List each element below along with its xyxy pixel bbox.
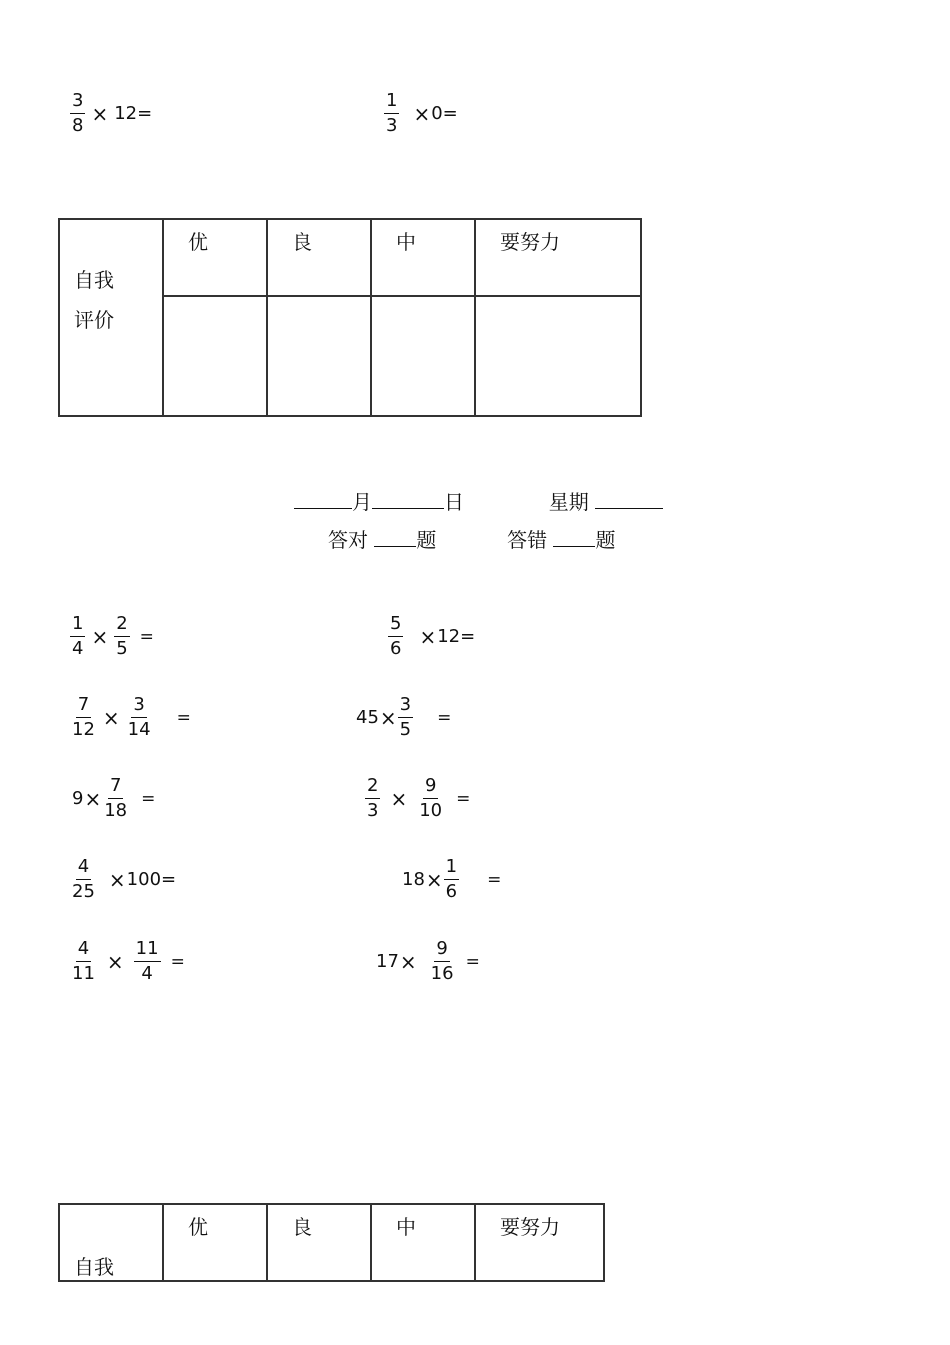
times-sign: × <box>102 705 120 730</box>
level-fair-header: 中 <box>371 219 475 296</box>
problem-r1-right <box>388 615 475 658</box>
denominator: 3 <box>386 115 398 136</box>
level-fair-cell[interactable] <box>371 296 475 416</box>
fraction: $\frac{9}{10}$ <box>419 775 443 821</box>
level-excellent-header: 优 <box>163 219 267 296</box>
fraction: $\frac{4}{25}$ <box>72 856 95 902</box>
times-sign: × <box>413 101 431 126</box>
problem-r3-right <box>365 777 470 820</box>
fraction: $\frac{2}{5}$ <box>116 613 128 659</box>
denominator: 8 <box>72 115 84 136</box>
month-blank[interactable] <box>294 490 352 509</box>
fraction: $\frac{3}{14}$ <box>127 694 151 740</box>
times-sign: × <box>106 949 124 974</box>
equals-sign: = <box>170 951 185 972</box>
problem-r4-left <box>70 858 176 901</box>
times-sign: × <box>91 624 109 649</box>
times-sign: × <box>379 705 397 730</box>
level-good-header: 良 <box>267 1204 371 1281</box>
times-sign: × <box>91 101 109 126</box>
fraction: $\frac{4}{11}$ <box>72 938 95 984</box>
times-sign: × <box>390 786 408 811</box>
equals-sign: = <box>465 951 480 972</box>
day-blank[interactable] <box>372 490 444 509</box>
label-line-1: 自我 <box>74 268 114 292</box>
fraction: $\frac{9}{16}$ <box>430 938 454 984</box>
self-evaluation-label <box>59 219 163 416</box>
level-excellent-header: 优 <box>163 1204 267 1281</box>
operand: 100= <box>126 869 177 890</box>
operand: 12= <box>114 103 153 124</box>
problem-r3-left <box>72 777 155 820</box>
problem-r2-left <box>70 696 191 739</box>
score-line <box>328 524 615 553</box>
label-line-1: 自我 <box>74 1255 114 1279</box>
fraction <box>70 92 85 135</box>
problem-r2-right <box>356 696 451 739</box>
fraction: $\frac{7}{18}$ <box>104 775 128 821</box>
weekday-label: 星期 <box>548 490 589 514</box>
times-sign: × <box>108 867 126 892</box>
whole-number: 45 <box>356 707 379 728</box>
problem-r5-left <box>70 940 185 983</box>
numerator: 3 <box>70 92 85 114</box>
question-unit: 题 <box>595 528 616 552</box>
level-excellent-cell[interactable] <box>163 296 267 416</box>
problem-top-right <box>384 92 458 135</box>
times-sign: × <box>399 949 417 974</box>
fraction: $\frac{3}{5}$ <box>399 694 412 740</box>
fraction: $\frac{1}{6}$ <box>445 856 458 902</box>
fraction: $\frac{1}{4}$ <box>72 613 84 659</box>
equals-sign: = <box>176 707 191 728</box>
operand: 12= <box>437 626 476 647</box>
problem-top-left <box>70 92 152 135</box>
self-evaluation-label <box>59 1204 163 1281</box>
self-evaluation-table-2 <box>58 1203 605 1282</box>
equals-sign: = <box>487 869 502 890</box>
times-sign: × <box>425 867 443 892</box>
whole-number: 9 <box>72 788 84 809</box>
operand: 0= <box>431 103 458 124</box>
date-line <box>294 486 663 515</box>
level-needs-effort-header: 要努力 <box>475 219 641 296</box>
correct-label: 答对 <box>328 528 368 552</box>
equals-sign: = <box>141 788 156 809</box>
problem-r4-right <box>402 858 501 901</box>
fraction: $\frac{2}{3}$ <box>367 775 379 821</box>
fraction: $\frac{7}{12}$ <box>72 694 95 740</box>
equals-sign: = <box>456 788 471 809</box>
wrong-label: 答错 <box>507 528 548 552</box>
self-evaluation-table <box>58 218 642 417</box>
problem-r1-left <box>70 615 154 658</box>
fraction: $\frac{11}{4}$ <box>135 938 159 984</box>
numerator: 1 <box>384 92 399 114</box>
label-line-2: 评价 <box>74 308 114 332</box>
day-label: 日 <box>444 490 464 514</box>
level-good-cell[interactable] <box>267 296 371 416</box>
level-needs-effort-header: 要努力 <box>475 1204 604 1281</box>
equals-sign: = <box>437 707 452 728</box>
month-label: 月 <box>352 490 372 514</box>
level-good-header: 良 <box>267 219 371 296</box>
whole-number: 17 <box>376 951 399 972</box>
correct-blank[interactable] <box>374 528 416 547</box>
weekday-blank[interactable] <box>595 490 663 509</box>
fraction: $\frac{5}{6}$ <box>390 613 402 659</box>
level-fair-header: 中 <box>371 1204 475 1281</box>
times-sign: × <box>419 624 437 649</box>
wrong-blank[interactable] <box>553 528 595 547</box>
whole-number: 18 <box>402 869 425 890</box>
fraction <box>384 92 399 135</box>
problem-r5-right <box>376 940 480 983</box>
equals-sign: = <box>139 626 154 647</box>
level-needs-effort-cell[interactable] <box>475 296 641 416</box>
question-unit: 题 <box>416 528 437 552</box>
times-sign: × <box>84 786 102 811</box>
